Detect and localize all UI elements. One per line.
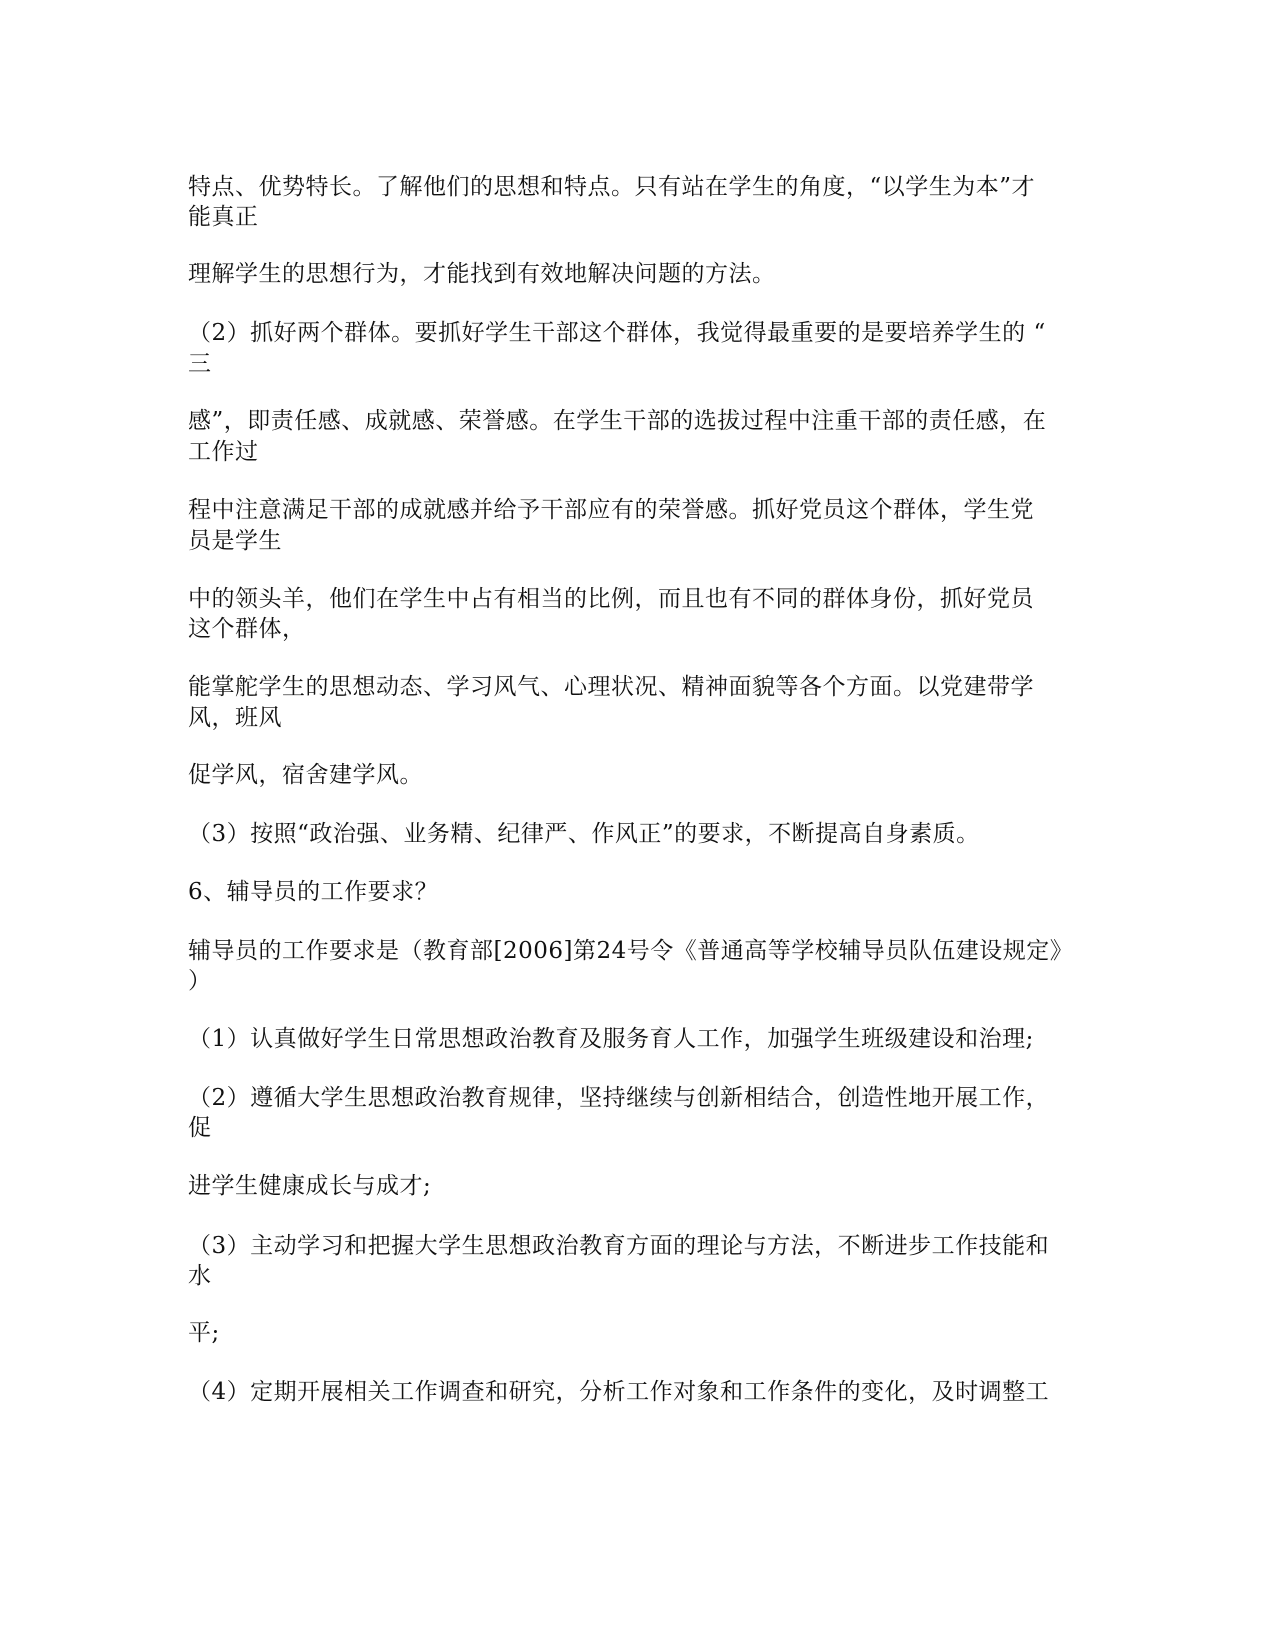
text-line: 特点、优势特长。了解他们的思想和特点。只有站在学生的角度，“以学生为本”才 xyxy=(188,174,1036,200)
text-line: 平; xyxy=(188,1320,220,1346)
text-line: 中的领头羊，他们在学生中占有相当的比例，而且也有不同的群体身份，抓好党员 xyxy=(188,586,1034,612)
text-line: （1）认真做好学生日常思想政治教育及服务育人工作，加强学生班级建设和治理; xyxy=(188,1026,1034,1052)
text-line: 能真正 xyxy=(188,204,259,230)
text-line: 理解学生的思想行为，才能找到有效地解决问题的方法。 xyxy=(188,261,776,287)
text-line: 促学风，宿舍建学风。 xyxy=(188,762,423,788)
text-line: 促 xyxy=(188,1115,212,1141)
text-line: 这个群体， xyxy=(188,616,306,642)
text-line: （3）主动学习和把握大学生思想政治教育方面的理论与方法，不断进步工作技能和 xyxy=(188,1233,1050,1259)
text-line: 辅导员的工作要求是（教育部[2006]第24号令《普通高等学校辅导员队伍建设规定》 xyxy=(188,938,1074,964)
text-line: 工作过 xyxy=(188,439,259,465)
text-line: 程中注意满足干部的成就感并给予干部应有的荣誉感。抓好党员这个群体，学生党 xyxy=(188,497,1034,523)
text-line: （2）遵循大学生思想政治教育规律，坚持继续与创新相结合，创造性地开展工作， xyxy=(188,1085,1050,1111)
text-line: ） xyxy=(188,968,212,994)
text-line: 水 xyxy=(188,1263,212,1289)
text-line: 能掌舵学生的思想动态、学习风气、心理状况、精神面貌等各个方面。以党建带学 xyxy=(188,674,1034,700)
text-line: （4）定期开展相关工作调查和研究，分析工作对象和工作条件的变化，及时调整工 xyxy=(188,1379,1050,1405)
text-line: 感”，即责任感、成就感、荣誉感。在学生干部的选拔过程中注重干部的责任感，在 xyxy=(188,408,1047,434)
text-line: （3）按照“政治强、业务精、纪律严、作风正”的要求，不断提高自身素质。 xyxy=(188,821,980,847)
text-line: 6、辅导员的工作要求？ xyxy=(188,879,439,905)
text-line: 三 xyxy=(188,351,212,377)
text-line: 员是学生 xyxy=(188,528,282,554)
text-line: 进学生健康成长与成才; xyxy=(188,1173,432,1199)
text-line: （2）抓好两个群体。要抓好学生干部这个群体，我觉得最重要的是要培养学生的 “ xyxy=(188,320,1046,346)
text-line: 风，班风 xyxy=(188,705,282,731)
